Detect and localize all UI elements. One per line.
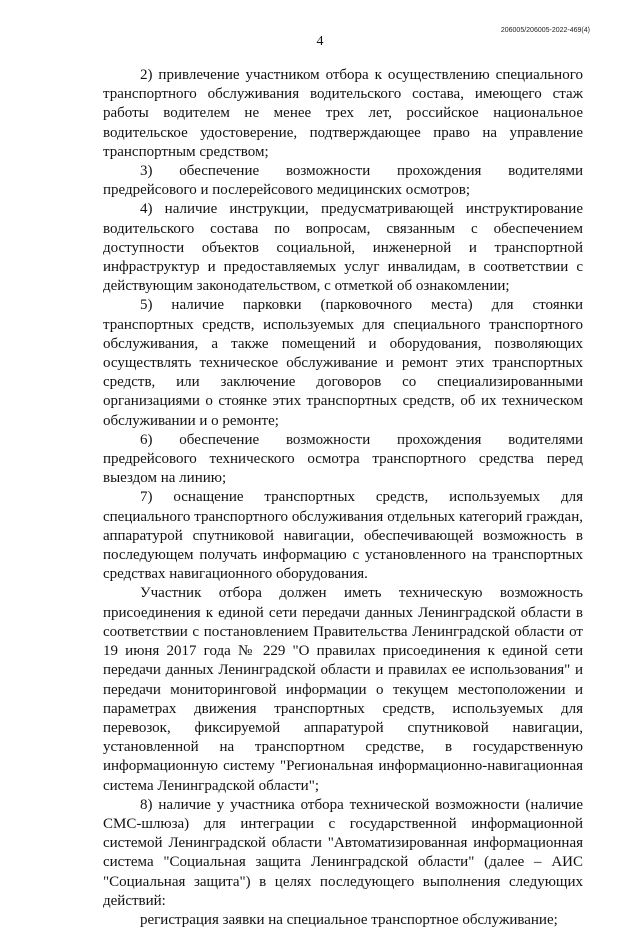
page-number: 4 [316, 34, 324, 49]
paragraph-item-6: 6) обеспечение возможности прохождения водителями предрейсового технического осмотра транспортного средства перед выездом на линию; [103, 431, 583, 487]
paragraph-item-4: 4) наличие инструкции, предусматривающей инструктирование водительского состава по вопросам, связанным с обеспечением доступности объектов социальной, инженерной и транспортной инфраструктур и предоставляемых услуг инвалидам, в соответствии с действующим законодательством, с отметкой об ознакомлении; [103, 201, 583, 295]
paragraph-registration: регистрация заявки на специальное транспортное обслуживание; [140, 911, 558, 928]
paragraph-item-5: 5) наличие парковки (парковочного места) для стоянки транспортных средств, используемых для специального транспортного обслуживания, а также помещений и оборудования, позволяющих осуществлять техническое обслуживание и ремонт этих транспортных средств, или заключение договоров со специализированными организациями о стоянке этих транспортных средств, об их техническом обслуживании и о ремонте; [103, 297, 583, 429]
document-code: 206005/206005-2022-469(4) [500, 27, 590, 34]
paragraph-item-8: 8) наличие у участника отбора технической возможности (наличие СМС-шлюза) для интеграции с государственной информационной системой Ленинградской области "Автоматизированная информационная система "Социальная защита Ленинградской области" (далее – АИС "Социальная защита") в целях последующего выполнения следующих действий: [103, 796, 583, 909]
document-body [103, 66, 583, 930]
paragraph-item-7: 7) оснащение транспортных средств, используемых для специального транспортного обслуживания отдельных категорий граждан, аппаратурой спутниковой навигации, обеспечивающей возможность в последующем получать информацию с установленного на транспортных средствах навигационного оборудования. [103, 489, 583, 583]
paragraph-item-3: 3) обеспечение возможности прохождения водителями предрейсового и послерейсового медицинских осмотров; [103, 163, 583, 199]
paragraph-network-connection: Участник отбора должен иметь техническую возможность присоединения к единой сети передачи данных Ленинградской области в соответствии с постановлением Правительства Ленинградской области от 19 июня 2017 года № 229 "О правилах присоединения к единой сети передачи данных Ленинградской области и правилах ее использования" и передачи мониторинговой информации о текущем местоположении и параметрах движения транспортных средств, используемых для перевозок, фиксируемой аппаратурой спутниковой навигации, установленной на транспортном средстве, в государственную информационную систему "Региональная информационно-навигационная система Ленинградской области"; [103, 585, 583, 794]
paragraph-item-2: 2) привлечение участником отбора к осуществлению специального транспортного обслуживания водительского состава, имеющего стаж работы водителем не менее трех лет, российское национальное водительское удостоверение, подтверждающее право на управление транспортным средством; [103, 67, 583, 160]
